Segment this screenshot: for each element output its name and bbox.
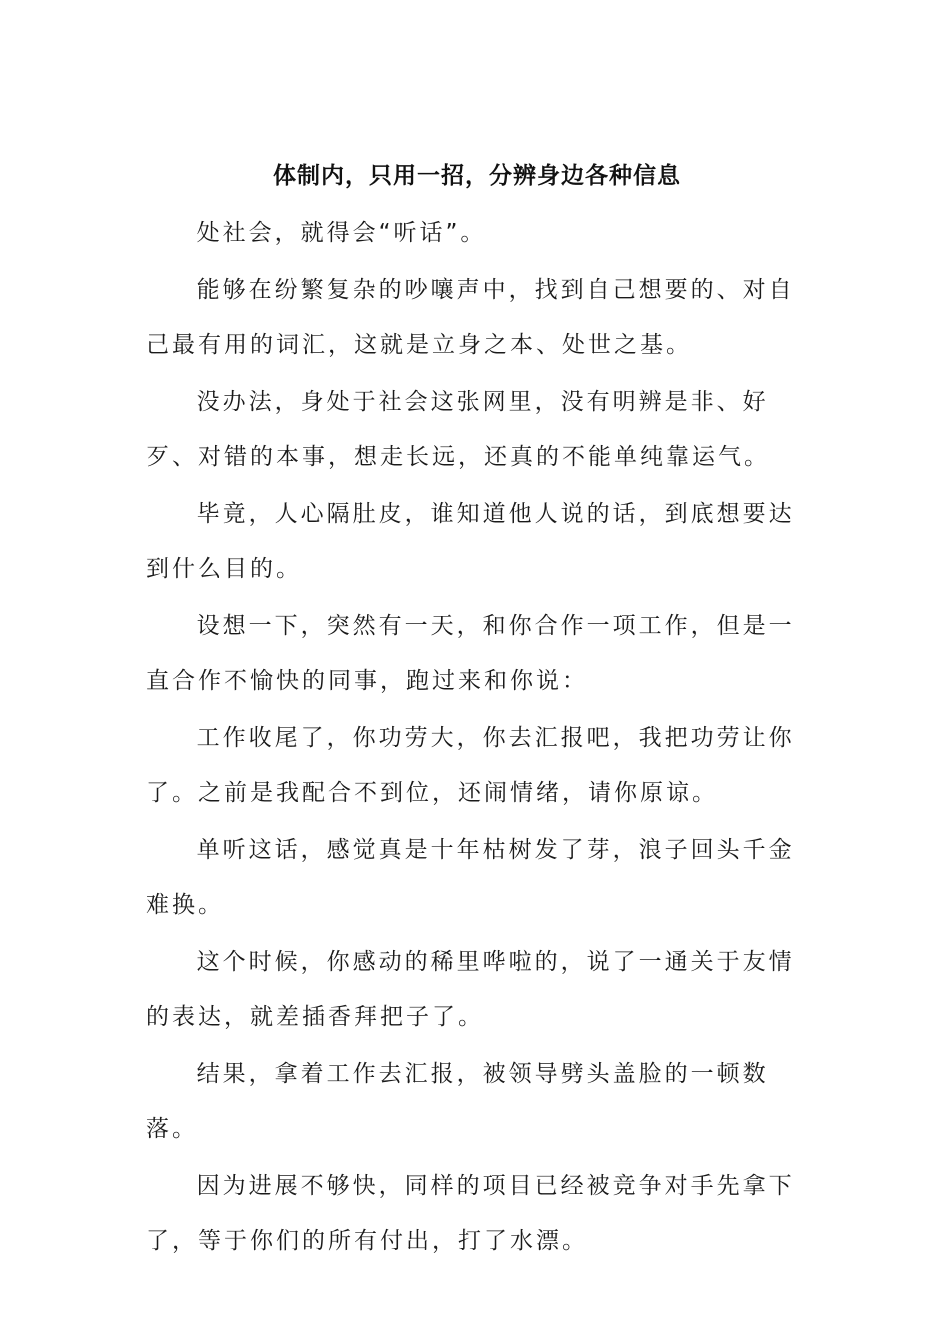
paragraph: 单听这话，感觉真是十年枯树发了芽，浪子回头千金难换。 — [146, 837, 795, 918]
document-title: 体制内，只用一招，分辨身边各种信息 — [273, 163, 681, 189]
paragraph: 处社会，就得会“听话”。 — [196, 220, 487, 246]
paragraph: 工作收尾了，你功劳大，你去汇报吧，我把功劳让你了。之前是我配合不到位，还闹情绪，请你原谅。 — [146, 725, 795, 806]
paragraph: 毕竟，人心隔肚皮，谁知道他人说的话，到底想要达到什么目的。 — [146, 501, 795, 582]
paragraph: 设想一下，突然有一天，和你合作一项工作，但是一直合作不愉快的同事，跑过来和你说： — [146, 613, 795, 694]
paragraph: 这个时候，你感动的稀里哗啦的，说了一通关于友情的表达，就差插香拜把子了。 — [146, 949, 795, 1030]
paragraph: 能够在纷繁复杂的吵嚷声中，找到自己想要的、对自己最有用的词汇，这就是立身之本、处世之基。 — [146, 277, 795, 358]
paragraph: 没办法，身处于社会这张网里，没有明辨是非、好歹、对错的本事，想走长远，还真的不能单纯靠运气。 — [146, 389, 770, 470]
document-body — [146, 154, 808, 1271]
paragraph: 结果，拿着工作去汇报，被领导劈头盖脸的一顿数落。 — [146, 1061, 769, 1142]
paragraph: 因为进展不够快，同样的项目已经被竞争对手先拿下了，等于你们的所有付出，打了水漂。 — [146, 1173, 795, 1254]
